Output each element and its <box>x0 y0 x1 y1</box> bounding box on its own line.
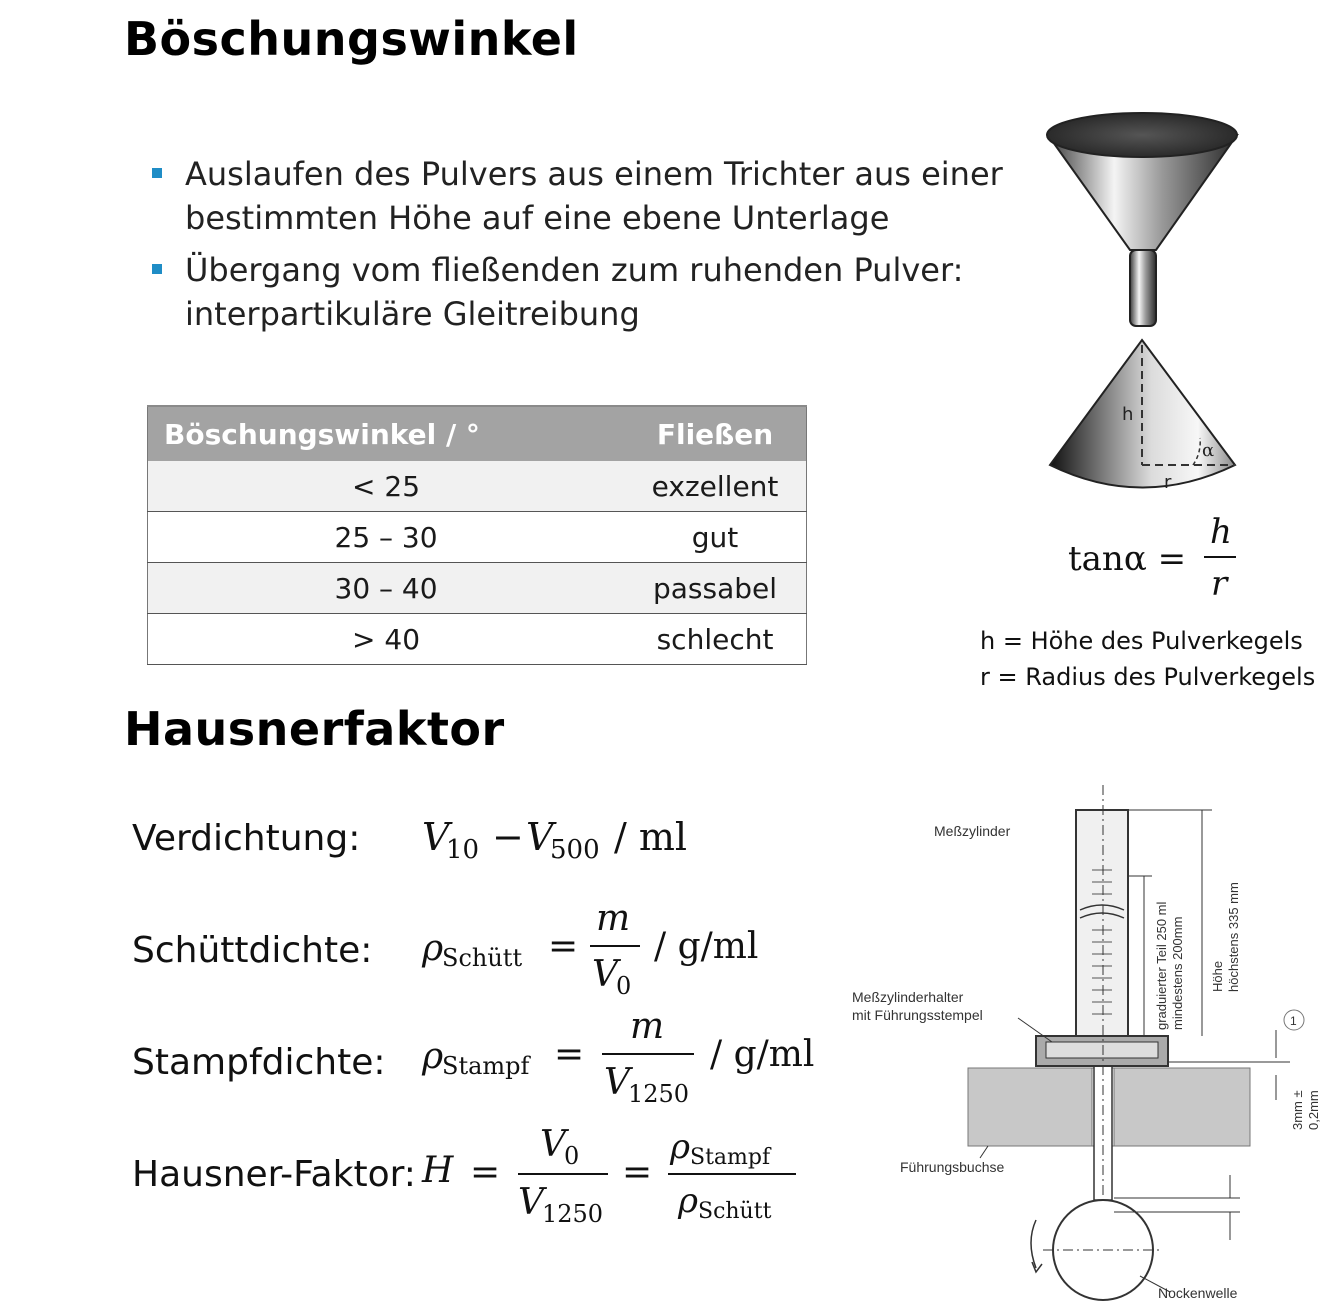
bullet-text: Übergang vom fließenden zum ruhenden Pulver: interpartikuläre Gleitreibung <box>185 251 964 333</box>
svg-text:H: H <box>422 1150 454 1191</box>
section-title-boeschungswinkel: Böschungswinkel <box>124 12 579 66</box>
svg-text:/ g/ml: / g/ml <box>710 1034 815 1075</box>
label-graduated-part-2: mindestens 200mm <box>1170 916 1185 1030</box>
table-cell: gut <box>624 512 806 563</box>
table-header-row <box>148 406 807 461</box>
tan-formula <box>1060 510 1260 605</box>
svg-text:V: V <box>422 815 450 859</box>
svg-text:V: V <box>518 1182 544 1223</box>
label-hub-1: 3mm ± <box>1290 1090 1305 1130</box>
table-cell: < 25 <box>148 461 625 512</box>
svg-text:m: m <box>596 898 631 939</box>
table-cell: 30 – 40 <box>148 563 625 614</box>
label-messzylinder: Meßzylinder <box>934 823 1011 839</box>
formula-stampfdichte <box>421 1006 814 1108</box>
svg-text:10: 10 <box>446 835 480 865</box>
funnel-cone-figure <box>1030 100 1260 520</box>
label-fuehrungsbuchse: Führungsbuchse <box>900 1159 1005 1175</box>
table-header-cell: Böschungswinkel / ° <box>148 406 625 461</box>
formula-lhs: tanα = <box>1068 539 1187 579</box>
label-hoehe-1: Höhe <box>1210 960 1225 992</box>
bullet-square-icon <box>152 264 162 274</box>
svg-text:=: = <box>548 926 579 967</box>
section-title-hausnerfaktor: Hausnerfaktor <box>124 702 505 756</box>
formula-denominator: r <box>1211 564 1228 604</box>
label-halter-2: mit Führungsstempel <box>852 1007 983 1023</box>
svg-text:0: 0 <box>564 1142 580 1170</box>
table-row <box>148 512 807 563</box>
svg-text:Schütt: Schütt <box>442 944 523 972</box>
bullet-list <box>148 152 1028 344</box>
label-hub-2: 0,2mm <box>1306 1090 1321 1130</box>
table-cell: exzellent <box>624 461 806 512</box>
table-cell: passabel <box>624 563 806 614</box>
legend-h: h = Höhe des Pulverkegels <box>980 627 1303 655</box>
svg-text:1250: 1250 <box>542 1200 604 1228</box>
funnel-icon <box>1047 113 1237 326</box>
svg-text:ρ: ρ <box>422 928 444 969</box>
svg-text:=: = <box>470 1152 501 1193</box>
svg-text:ρ: ρ <box>678 1181 698 1221</box>
svg-text:ρ: ρ <box>422 1036 444 1077</box>
label-graduated-part-1: graduierter Teil 250 ml <box>1154 901 1169 1030</box>
label-halter-1: Meßzylinderhalter <box>852 989 964 1005</box>
svg-text:=: = <box>554 1034 585 1075</box>
table-row <box>148 461 807 512</box>
flow-table <box>147 405 807 665</box>
label-stampfdichte: Stampfdichte: <box>132 1042 386 1083</box>
bullet-text: Auslaufen des Pulvers aus einem Trichter aus einer bestimmten Höhe auf eine ebene Unterlage <box>185 155 1003 237</box>
svg-text:ρ: ρ <box>670 1127 690 1167</box>
svg-text:1250: 1250 <box>628 1080 690 1108</box>
label-schuettdichte: Schüttdichte: <box>132 930 373 971</box>
svg-text:/ ml: / ml <box>614 815 688 859</box>
svg-text:V: V <box>592 954 618 995</box>
svg-text:V: V <box>604 1062 630 1103</box>
table-header-cell: Fließen <box>624 406 806 461</box>
table-cell: > 40 <box>148 614 625 665</box>
svg-text:500: 500 <box>550 835 600 865</box>
formula-schuettdichte <box>421 898 758 1000</box>
table-row <box>148 614 807 665</box>
svg-text:Schütt: Schütt <box>698 1199 772 1224</box>
legend-r: r = Radius des Pulverkegels <box>980 663 1316 691</box>
label-nockenwelle: Nockenwelle <box>1158 1285 1238 1301</box>
bullet-item <box>148 152 1028 240</box>
svg-text:0: 0 <box>616 972 632 1000</box>
formula-verdichtung <box>422 815 687 865</box>
table-cell: 25 – 30 <box>148 512 625 563</box>
table-cell: schlecht <box>624 614 806 665</box>
table-row <box>148 563 807 614</box>
svg-text:m: m <box>630 1006 665 1047</box>
formula-numerator: h <box>1210 512 1232 552</box>
svg-text:/ g/ml: / g/ml <box>654 926 759 967</box>
measuring-cylinder <box>1076 810 1128 1042</box>
bullet-item <box>148 248 1028 336</box>
svg-text:=: = <box>622 1152 653 1193</box>
radius-label: r <box>1164 472 1172 493</box>
tapping-apparatus-diagram <box>840 780 1334 1304</box>
label-verdichtung: Verdichtung: <box>132 818 361 859</box>
svg-text:Stampf: Stampf <box>690 1145 771 1170</box>
label-hoehe-2: höchstens 335 mm <box>1226 882 1241 992</box>
svg-text:V: V <box>540 1124 566 1165</box>
svg-text:−: − <box>492 815 524 859</box>
svg-text:V: V <box>526 815 554 859</box>
label-hausner-faktor: Hausner-Faktor: <box>132 1154 416 1195</box>
formula-block <box>418 800 838 1240</box>
marker-label: 1 <box>1290 1014 1297 1028</box>
angle-label: α <box>1202 440 1215 461</box>
height-label: h <box>1122 404 1134 425</box>
formula-hausner <box>421 1124 796 1228</box>
svg-text:Stampf: Stampf <box>442 1052 530 1080</box>
bullet-square-icon <box>152 168 162 178</box>
powder-cone-icon <box>1050 340 1235 488</box>
